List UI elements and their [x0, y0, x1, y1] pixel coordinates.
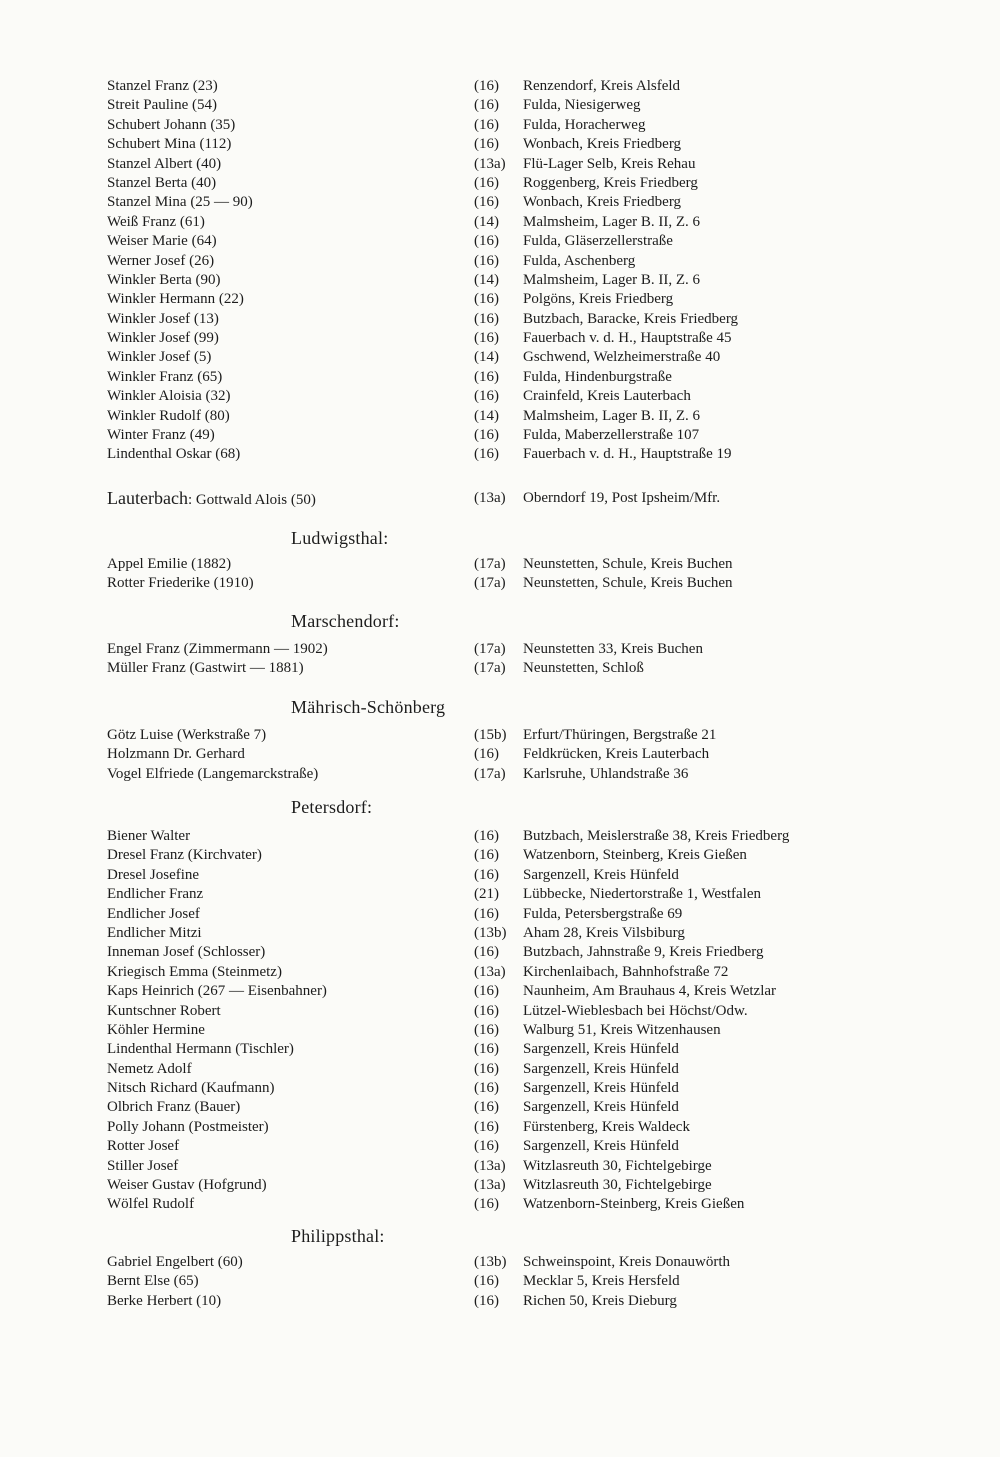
entry-address: Sargenzell, Kreis Hünfeld	[523, 1060, 679, 1077]
entry-address: Butzbach, Jahnstraße 9, Kreis Friedberg	[523, 944, 764, 961]
entry-name: Biener Walter	[107, 828, 191, 844]
list-item	[0, 445, 1000, 464]
entry-name: Gabriel Engelbert (60)	[107, 1254, 243, 1270]
list-item	[0, 1137, 1000, 1156]
list-item	[0, 407, 1000, 426]
section-marschendorf	[0, 640, 1000, 679]
entry-name: Schubert Mina (112)	[107, 136, 232, 153]
entry-name: Winkler Josef (99)	[107, 330, 219, 347]
entry-address: Richen 50, Kreis Dieburg	[523, 1292, 677, 1309]
list-item	[0, 1060, 1000, 1079]
list-item	[0, 96, 1000, 115]
entry-code: (13a)	[474, 1157, 506, 1174]
list-item	[0, 555, 1000, 574]
entry-code: (16)	[474, 866, 499, 883]
list-item	[0, 659, 1000, 678]
entry-code: (16)	[474, 427, 499, 444]
entry-code: (16)	[474, 1273, 499, 1290]
list-item	[0, 489, 1000, 508]
section-heading-ludwigsthal: Ludwigsthal:	[291, 528, 389, 548]
list-item	[0, 924, 1000, 943]
entry-address: Malmsheim, Lager B. II, Z. 6	[523, 271, 701, 288]
entry-name: Lindenthal Oskar (68)	[107, 446, 241, 463]
entry-name: Nemetz Adolf	[107, 1060, 192, 1077]
entry-code: (16)	[474, 1292, 499, 1309]
section-ludwigsthal	[0, 555, 1000, 594]
entry-code: (16)	[474, 1021, 499, 1038]
list-item	[0, 174, 1000, 193]
entry-code: (13b)	[474, 1254, 507, 1270]
entry-address: Fauerbach v. d. H., Hauptstraße 45	[523, 330, 732, 347]
entry-code: (13a)	[474, 1177, 506, 1194]
entry-address: Sargenzell, Kreis Hünfeld	[523, 1041, 679, 1058]
entry-code: (13a)	[474, 963, 506, 980]
entry-address: Wonbach, Kreis Friedberg	[523, 136, 682, 153]
list-item	[0, 1272, 1000, 1291]
section-heading-petersdorf: Petersdorf:	[291, 797, 373, 817]
entry-address: Lübbecke, Niedertorstraße 1, Westfalen	[523, 886, 762, 903]
entry-address: Fulda, Petersbergstraße 69	[523, 905, 683, 922]
entry-name: Winter Franz (49)	[107, 427, 215, 444]
entry-code: (16)	[474, 97, 499, 114]
list-item	[0, 1021, 1000, 1040]
entry-name: Köhler Hermine	[107, 1021, 205, 1038]
list-item	[0, 387, 1000, 406]
entry-address: Oberndorf 19, Post Ipsheim/Mfr.	[523, 490, 721, 506]
entry-name: Streit Pauline (54)	[107, 97, 217, 114]
entry-name: Weiser Gustav (Hofgrund)	[107, 1177, 267, 1194]
entry-code: (16)	[474, 291, 499, 308]
list-item	[0, 426, 1000, 445]
entry-address: Crainfeld, Kreis Lauterbach	[523, 388, 691, 405]
list-item	[0, 982, 1000, 1001]
entry-name: Inneman Josef (Schlosser)	[107, 944, 266, 961]
list-item	[0, 193, 1000, 212]
entry-address: Sargenzell, Kreis Hünfeld	[523, 1099, 679, 1116]
entry-code: (16)	[474, 1118, 499, 1135]
entry-address: Feldkrücken, Kreis Lauterbach	[523, 746, 710, 763]
list-item	[0, 574, 1000, 593]
list-item	[0, 1195, 1000, 1214]
entry-address: Flü-Lager Selb, Kreis Rehau	[523, 155, 696, 172]
entry-address: Naunheim, Am Brauhaus 4, Kreis Wetzlar	[523, 983, 777, 1000]
entry-name: Stanzel Berta (40)	[107, 174, 217, 191]
list-item	[0, 1002, 1000, 1021]
entry-name: Dresel Josefine	[107, 866, 200, 883]
entry-address: Witzlasreuth 30, Fichtelgebirge	[523, 1157, 712, 1174]
entry-address: Polgöns, Kreis Friedberg	[523, 291, 674, 308]
section-list	[0, 77, 1000, 465]
entry-code: (16)	[474, 828, 499, 844]
entry-address: Malmsheim, Lager B. II, Z. 6	[523, 213, 701, 230]
section-heading-lauterbach: Lauterbach	[107, 488, 188, 508]
list-item	[0, 846, 1000, 865]
list-item	[0, 827, 1000, 846]
entry-name: Müller Franz (Gastwirt — 1881)	[107, 660, 304, 677]
entry-address: Roggenberg, Kreis Friedberg	[523, 174, 698, 191]
list-item	[0, 866, 1000, 885]
entry-code: (16)	[474, 368, 499, 385]
entry-code: (16)	[474, 174, 499, 191]
entry-name: Winkler Aloisia (32)	[107, 388, 231, 405]
entry-address: Neunstetten, Schule, Kreis Buchen	[523, 556, 733, 572]
entry-address: Neunstetten, Schule, Kreis Buchen	[523, 575, 733, 592]
entry-code: (16)	[474, 1080, 499, 1097]
entry-code: (16)	[474, 233, 499, 250]
entry-name: Kuntschner Robert	[107, 1002, 221, 1019]
entry-address: Sargenzell, Kreis Hünfeld	[523, 1080, 679, 1097]
list-item	[0, 963, 1000, 982]
list-item	[0, 232, 1000, 251]
list-item	[0, 252, 1000, 271]
entry-code: (14)	[474, 213, 499, 230]
entry-code: (16)	[474, 1060, 499, 1077]
entry-name: Stanzel Albert (40)	[107, 155, 222, 172]
entry-code: (16)	[474, 905, 499, 922]
entry-name: Olbrich Franz (Bauer)	[107, 1099, 241, 1116]
entry-address: Fürstenberg, Kreis Waldeck	[523, 1118, 690, 1135]
entry-name: Winkler Josef (13)	[107, 310, 219, 327]
entry-name-text: Gottwald Alois (50)	[195, 492, 316, 508]
entry-name: Kaps Heinrich (267 — Eisenbahner)	[107, 983, 327, 1000]
entry-name: Wölfel Rudolf	[107, 1196, 195, 1213]
list-item	[0, 943, 1000, 962]
list-item	[0, 310, 1000, 329]
entry-address: Watzenborn, Steinberg, Kreis Gießen	[523, 847, 747, 864]
entry-name: Schubert Johann (35)	[107, 116, 236, 133]
entry-code: (16)	[474, 310, 499, 327]
entry-address: Erfurt/Thüringen, Bergstraße 21	[523, 727, 717, 743]
section-mährisch-schönberg	[0, 726, 1000, 784]
entry-name: Endlicher Franz	[107, 886, 204, 903]
list-item	[0, 905, 1000, 924]
entry-name: Winkler Franz (65)	[107, 368, 223, 385]
entry-name: Endlicher Mitzi	[107, 924, 202, 941]
entry-name: Lauterbach: Gottwald Alois (50)	[107, 488, 316, 508]
entry-code: (16)	[474, 1099, 499, 1116]
entry-code: (13a)	[474, 490, 506, 506]
entry-name: Berke Herbert (10)	[107, 1292, 222, 1309]
entry-code: (14)	[474, 407, 499, 424]
entry-address: Fulda, Gläserzellerstraße	[523, 233, 673, 250]
list-item	[0, 745, 1000, 764]
entry-address: Kirchenlaibach, Bahnhofstraße 72	[523, 963, 729, 980]
entry-name: Kriegisch Emma (Steinmetz)	[107, 963, 282, 980]
entry-name: Winkler Rudolf (80)	[107, 407, 230, 424]
section-heading-marschendorf: Marschendorf:	[291, 611, 400, 631]
list-item	[0, 726, 1000, 745]
list-item	[0, 765, 1000, 784]
entry-code: (16)	[474, 1138, 499, 1155]
entry-address: Wonbach, Kreis Friedberg	[523, 194, 682, 211]
list-item	[0, 1157, 1000, 1176]
entry-address: Karlsruhe, Uhlandstraße 36	[523, 765, 689, 782]
entry-code: (16)	[474, 116, 499, 133]
entry-address: Renzendorf, Kreis Alsfeld	[523, 78, 681, 94]
entry-address: Butzbach, Baracke, Kreis Friedberg	[523, 310, 739, 327]
entry-address: Fulda, Horacherweg	[523, 116, 646, 133]
entry-name: Weiser Marie (64)	[107, 233, 217, 250]
entry-address: Malmsheim, Lager B. II, Z. 6	[523, 407, 701, 424]
list-item	[0, 1079, 1000, 1098]
entry-name: Engel Franz (Zimmermann — 1902)	[107, 641, 328, 657]
entry-code: (17a)	[474, 660, 506, 677]
entry-address: Butzbach, Meislerstraße 38, Kreis Friedberg	[523, 828, 790, 844]
entry-code: (16)	[474, 1196, 499, 1213]
list-item	[0, 1098, 1000, 1117]
entry-code: (16)	[474, 1002, 499, 1019]
entry-code: (21)	[474, 886, 499, 903]
entry-address: Neunstetten, Schloß	[523, 660, 644, 677]
entry-code: (16)	[474, 194, 499, 211]
entry-name: Götz Luise (Werkstraße 7)	[107, 727, 267, 743]
entry-address: Mecklar 5, Kreis Hersfeld	[523, 1273, 680, 1290]
entry-address: Aham 28, Kreis Vilsbiburg	[523, 924, 685, 941]
list-item	[0, 640, 1000, 659]
entry-code: (16)	[474, 1041, 499, 1058]
entry-code: (17a)	[474, 575, 506, 592]
section-petersdorf	[0, 827, 1000, 1215]
section-lauterbach	[0, 489, 1000, 508]
entry-code: (17a)	[474, 556, 506, 572]
list-item	[0, 155, 1000, 174]
list-item	[0, 1040, 1000, 1059]
entry-address: Witzlasreuth 30, Fichtelgebirge	[523, 1177, 712, 1194]
list-item	[0, 135, 1000, 154]
entry-address: Walburg 51, Kreis Witzenhausen	[523, 1021, 721, 1038]
list-item	[0, 1253, 1000, 1272]
entry-address: Fulda, Aschenberg	[523, 252, 636, 269]
list-item	[0, 329, 1000, 348]
list-item	[0, 116, 1000, 135]
entry-name: Weiß Franz (61)	[107, 213, 205, 230]
entry-address: Sargenzell, Kreis Hünfeld	[523, 866, 679, 883]
entry-code: (16)	[474, 847, 499, 864]
entry-name: Rotter Friederike (1910)	[107, 575, 254, 592]
entry-address: Lützel-Wieblesbach bei Höchst/Odw.	[523, 1002, 748, 1019]
entry-code: (16)	[474, 446, 499, 463]
list-item	[0, 885, 1000, 904]
list-item	[0, 213, 1000, 232]
entry-code: (14)	[474, 271, 499, 288]
entry-code: (13b)	[474, 924, 507, 941]
entry-address: Sargenzell, Kreis Hünfeld	[523, 1138, 679, 1155]
entry-address: Fulda, Niesigerweg	[523, 97, 641, 114]
entry-address: Watzenborn-Steinberg, Kreis Gießen	[523, 1196, 745, 1213]
entry-code: (16)	[474, 330, 499, 347]
entry-name: Winkler Hermann (22)	[107, 291, 244, 308]
list-item	[0, 290, 1000, 309]
entry-name: Winkler Berta (90)	[107, 271, 221, 288]
list-item	[0, 77, 1000, 96]
entry-code: (17a)	[474, 641, 506, 657]
entry-code: (15b)	[474, 727, 507, 743]
list-item	[0, 1292, 1000, 1311]
entry-name: Nitsch Richard (Kaufmann)	[107, 1080, 275, 1097]
list-item	[0, 368, 1000, 387]
entry-code: (16)	[474, 944, 499, 961]
entry-code: (13a)	[474, 155, 506, 172]
entry-name: Rotter Josef	[107, 1138, 180, 1155]
entry-name: Vogel Elfriede (Langemarckstraße)	[107, 765, 319, 782]
entry-code: (16)	[474, 136, 499, 153]
entry-code: (16)	[474, 388, 499, 405]
entry-name: Appel Emilie (1882)	[107, 556, 232, 572]
entry-address: Fulda, Maberzellerstraße 107	[523, 427, 700, 444]
list-item	[0, 1118, 1000, 1137]
entry-address: Neunstetten 33, Kreis Buchen	[523, 641, 703, 657]
entry-code: (16)	[474, 983, 499, 1000]
entry-name: Stanzel Franz (23)	[107, 78, 218, 94]
entry-address: Schweinspoint, Kreis Donauwörth	[523, 1254, 731, 1270]
entry-name: Holzmann Dr. Gerhard	[107, 746, 245, 763]
entry-code: (16)	[474, 78, 499, 94]
entry-name: Polly Johann (Postmeister)	[107, 1118, 269, 1135]
entry-name: Dresel Franz (Kirchvater)	[107, 847, 262, 864]
entry-name: Lindenthal Hermann (Tischler)	[107, 1041, 294, 1058]
entry-name: Stanzel Mina (25 — 90)	[107, 194, 253, 211]
entry-code: (16)	[474, 252, 499, 269]
entry-code: (14)	[474, 349, 499, 366]
entry-code: (17a)	[474, 765, 506, 782]
section-philippsthal	[0, 1253, 1000, 1311]
entry-address: Gschwend, Welzheimerstraße 40	[523, 349, 721, 366]
entry-name: Bernt Else (65)	[107, 1273, 199, 1290]
entry-name: Stiller Josef	[107, 1157, 179, 1174]
entry-name: Werner Josef (26)	[107, 252, 215, 269]
list-item	[0, 271, 1000, 290]
entry-name: Winkler Josef (5)	[107, 349, 212, 366]
section-heading-philippsthal: Philippsthal:	[291, 1226, 385, 1246]
list-item	[0, 1176, 1000, 1195]
section-heading-mährisch-schönberg: Mährisch-Schönberg	[291, 697, 446, 717]
entry-code: (16)	[474, 746, 499, 763]
list-item	[0, 348, 1000, 367]
entry-address: Fauerbach v. d. H., Hauptstraße 19	[523, 446, 732, 463]
entry-address: Fulda, Hindenburgstraße	[523, 368, 672, 385]
entry-name: Endlicher Josef	[107, 905, 200, 922]
